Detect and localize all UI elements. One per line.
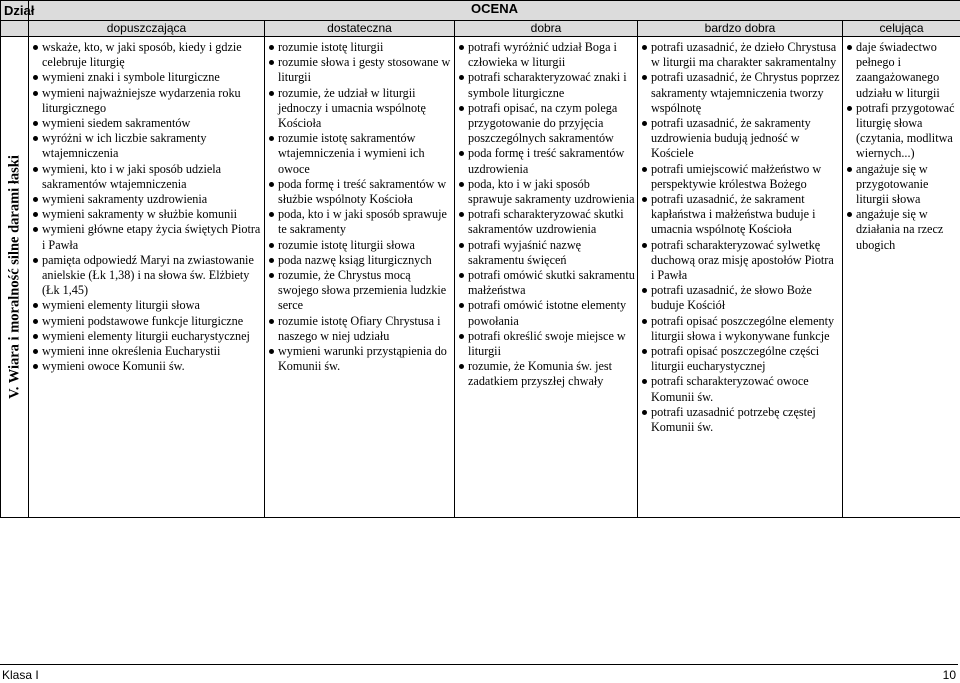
list-item: potrafi przygotować liturgię słowa (czytania, modlitwa wiernych...) <box>845 101 958 162</box>
list-dobra <box>455 37 637 392</box>
grade-header-celujaca: celująca <box>843 21 960 37</box>
dzial-header-text: Dział <box>4 3 35 18</box>
list-item: angażuje się w przygotowanie liturgii słowa <box>845 162 958 208</box>
list-item: wymieni sakramenty uzdrowienia <box>31 192 262 207</box>
list-item: wymieni owoce Komunii św. <box>31 359 262 374</box>
column-bardzo-dobra <box>638 37 843 518</box>
list-item: potrafi uzasadnić, że dzieło Chrystusa w liturgii ma charakter sakramentalny <box>640 40 840 70</box>
column-celujaca <box>843 37 960 518</box>
list-item: rozumie istotę sakramentów wtajemniczenia i wymieni ich owoce <box>267 131 452 177</box>
list-item: wymieni, kto i w jaki sposób udziela sakramentów wtajemniczenia <box>31 162 262 192</box>
list-item: wymieni siedem sakramentów <box>31 116 262 131</box>
list-item: rozumie słowa i gesty stosowane w liturgii <box>267 55 452 85</box>
column-dostateczna <box>265 37 455 518</box>
page-footer <box>0 664 958 682</box>
list-item: wymieni podstawowe funkcje liturgiczne <box>31 314 262 329</box>
footer-class-label: Klasa I <box>2 668 39 682</box>
grade-header-dopuszczajaca: dopuszczająca <box>29 21 265 37</box>
list-item: poda, kto i w jaki sposób sprawuje te sakramenty <box>267 207 452 237</box>
list-item: wskaże, kto, w jaki sposób, kiedy i gdzie celebruje liturgię <box>31 40 262 70</box>
grade-header-dostateczna: dostateczna <box>265 21 455 37</box>
ocena-header-text: OCENA <box>471 1 518 16</box>
section-title: V. Wiara i moralność silne darami łaski <box>6 155 22 399</box>
list-item: potrafi umiejscowić małżeństwo w perspektywie królestwa Bożego <box>640 162 840 192</box>
list-celujaca <box>843 37 960 255</box>
list-item: potrafi scharakteryzować znaki i symbole liturgiczne <box>457 70 635 100</box>
list-item: potrafi omówić istotne elementy powołania <box>457 298 635 328</box>
list-item: rozumie istotę liturgii <box>267 40 452 55</box>
list-dostateczna <box>265 37 454 376</box>
list-item: potrafi opisać, na czym polega przygotowanie do przyjęcia poszczególnych sakramentów <box>457 101 635 147</box>
list-item: potrafi uzasadnić, że słowo Boże buduje Kościół <box>640 283 840 313</box>
list-item: poda formę i treść sakramentów w służbie wspólnoty Kościoła <box>267 177 452 207</box>
list-item: daje świadectwo pełnego i zaangażowanego udziału w liturgii <box>845 40 958 101</box>
list-item: potrafi wyróżnić udział Boga i człowieka w liturgii <box>457 40 635 70</box>
section-cell <box>1 37 29 518</box>
list-item: potrafi uzasadnić, że sakramenty uzdrowienia budują jedność w Kościele <box>640 116 840 162</box>
list-item: angażuje się w działania na rzecz ubogich <box>845 207 958 253</box>
list-item: poda, kto i w jaki sposób sprawuje sakramenty uzdrowienia <box>457 177 635 207</box>
list-item: potrafi uzasadnić, że sakrament kapłaństwa i małżeństwa buduje i umacnia wspólnotę Kościoła <box>640 192 840 238</box>
ocena-header <box>29 1 960 21</box>
grade-header-dobra: dobra <box>455 21 638 37</box>
dzial-header <box>1 1 35 21</box>
list-item: potrafi określić swoje miejsce w liturgii <box>457 329 635 359</box>
list-item: rozumie istotę liturgii słowa <box>267 238 452 253</box>
list-item: potrafi uzasadnić potrzebę częstej Komunii św. <box>640 405 840 435</box>
list-item: wymieni najważniejsze wydarzenia roku liturgicznego <box>31 86 262 116</box>
dzial-header-spacer <box>1 21 29 37</box>
list-item: rozumie, że udział w liturgii jednoczy i umacnia wspólnotę Kościoła <box>267 86 452 132</box>
list-bardzo-dobra <box>638 37 842 437</box>
list-item: poda formę i treść sakramentów uzdrowienia <box>457 146 635 176</box>
list-item: wymieni warunki przystąpienia do Komunii św. <box>267 344 452 374</box>
list-item: wyróżni w ich liczbie sakramenty wtajemniczenia <box>31 131 262 161</box>
list-item: rozumie, że Komunia św. jest zadatkiem przyszłej chwały <box>457 359 635 389</box>
list-item: potrafi wyjaśnić nazwę sakramentu święceń <box>457 238 635 268</box>
list-item: potrafi uzasadnić, że Chrystus poprzez sakramenty wtajemniczenia tworzy wspólnotę <box>640 70 840 116</box>
column-dopuszczajaca <box>29 37 265 518</box>
column-dobra <box>455 37 638 518</box>
list-item: wymieni elementy liturgii słowa <box>31 298 262 313</box>
list-item: potrafi scharakteryzować skutki sakramentów uzdrowienia <box>457 207 635 237</box>
list-item: potrafi omówić skutki sakramentu małżeństwa <box>457 268 635 298</box>
list-item: rozumie, że Chrystus mocą swojego słowa przemienia ludzkie serce <box>267 268 452 314</box>
page-number: 10 <box>942 668 956 682</box>
list-dopuszczajaca <box>29 37 264 376</box>
list-item: wymieni inne określenia Eucharystii <box>31 344 262 359</box>
list-item: wymieni znaki i symbole liturgiczne <box>31 70 262 85</box>
list-item: wymieni elementy liturgii eucharystycznej <box>31 329 262 344</box>
list-item: potrafi opisać poszczególne elementy liturgii słowa i wykonywane funkcje <box>640 314 840 344</box>
list-item: potrafi scharakteryzować owoce Komunii św. <box>640 374 840 404</box>
list-item: poda nazwę ksiąg liturgicznych <box>267 253 452 268</box>
list-item: potrafi scharakteryzować sylwetkę duchową oraz misję apostołów Piotra i Pawła <box>640 238 840 284</box>
list-item: pamięta odpowiedź Maryi na zwiastowanie anielskie (Łk 1,38) i na słowa św. Elżbiety (Łk 1,45) <box>31 253 262 299</box>
list-item: wymieni sakramenty w służbie komunii <box>31 207 262 222</box>
grade-header-bardzo-dobra: bardzo dobra <box>638 21 843 37</box>
list-item: wymieni główne etapy życia świętych Piotra i Pawła <box>31 222 262 252</box>
list-item: rozumie istotę Ofiary Chrystusa i naszego w niej udziału <box>267 314 452 344</box>
list-item: potrafi opisać poszczególne części liturgii eucharystycznej <box>640 344 840 374</box>
